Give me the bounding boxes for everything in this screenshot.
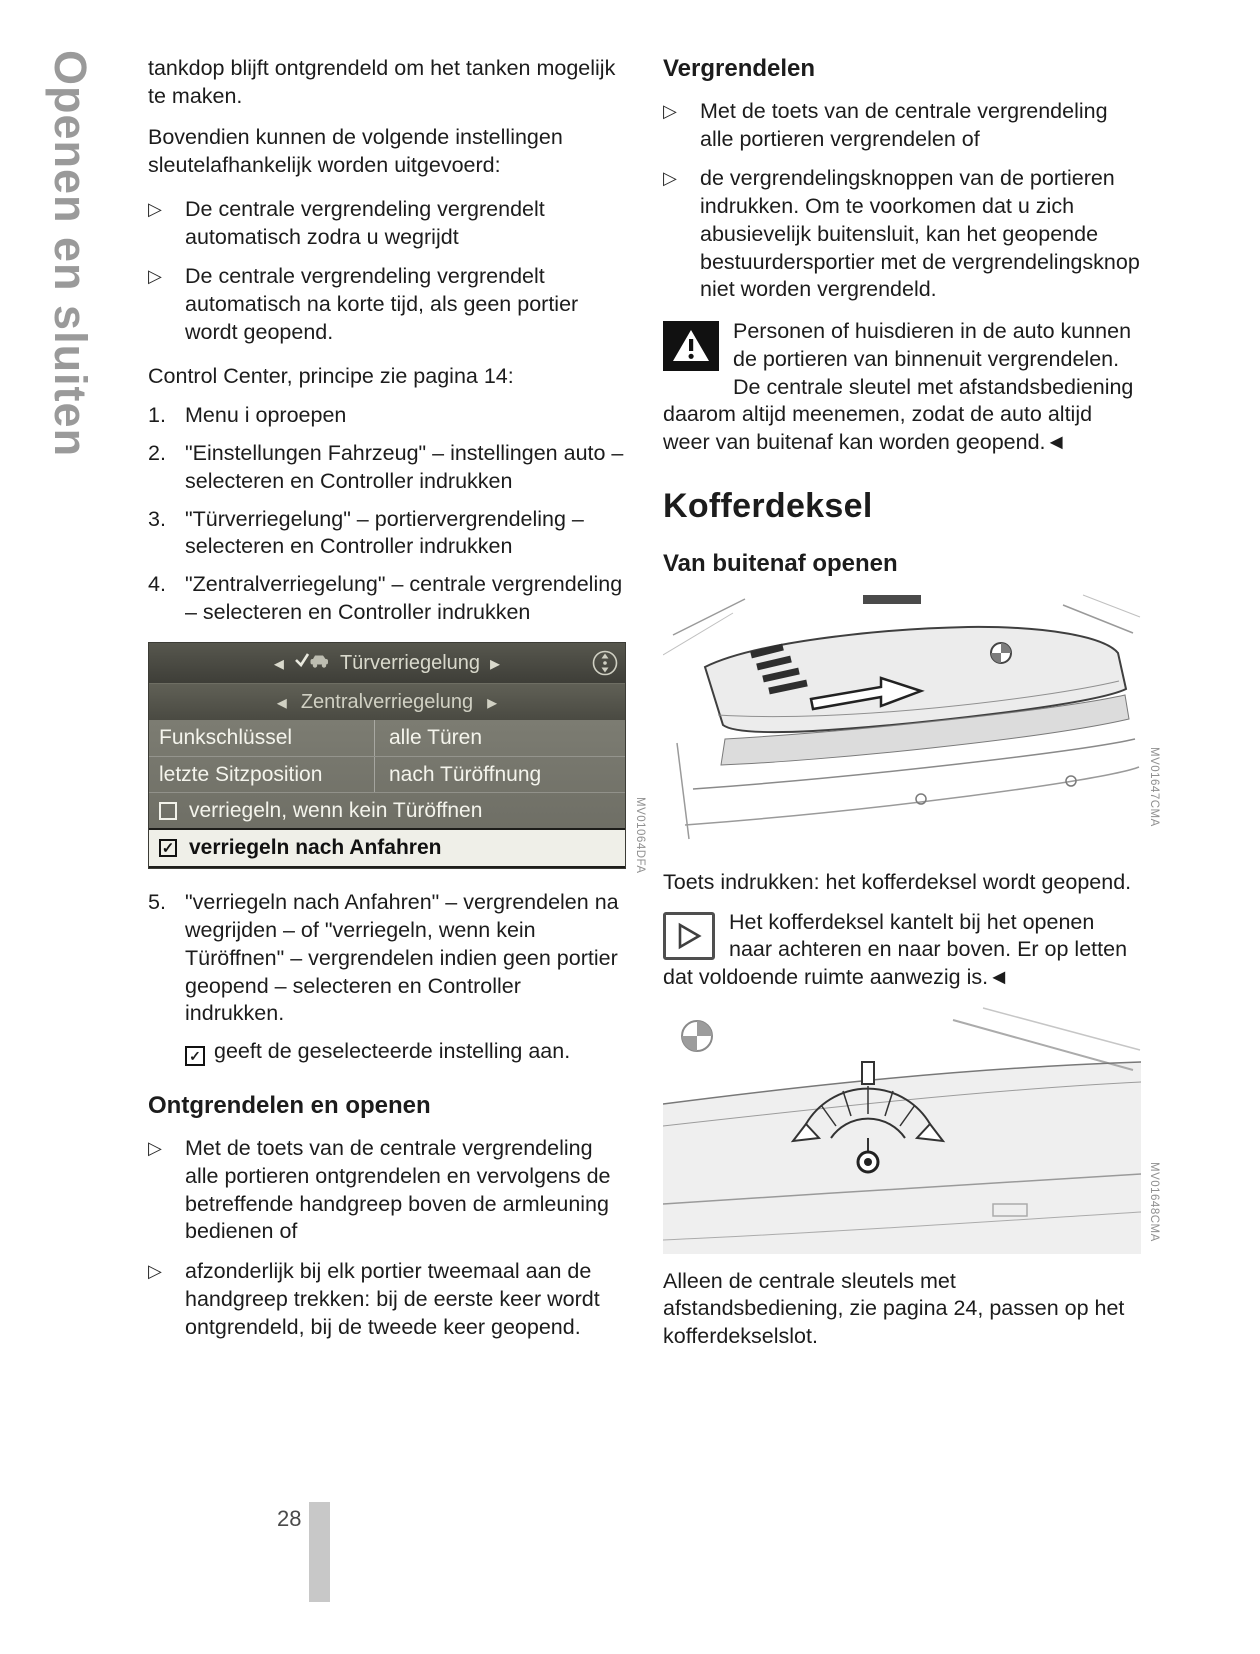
- warning-text: Personen of huisdieren in de auto kunnen de portieren van binnenuit vergrendelen. De centrale sleutel met afstandsbediening daarom altijd meenemen, zodat de auto altijd weer van buitenaf kan worden geopend.◄: [663, 319, 1134, 455]
- right-column: [663, 55, 1160, 1351]
- figure-code: MV01647CMA: [1148, 747, 1160, 827]
- checkbox-note-text: geeft de geselecteerde instelling aan.: [214, 1039, 571, 1064]
- checkbox-checked-icon: ✓: [185, 1046, 205, 1066]
- idrive-subnav-bar: [149, 683, 625, 720]
- step-number: 4.: [148, 572, 166, 597]
- trunk-open-figure: [663, 593, 1160, 855]
- step-item: [148, 571, 626, 626]
- trunk-lock-figure: [663, 1006, 1160, 1254]
- left-column: [148, 55, 646, 1341]
- list-item: [148, 1135, 626, 1246]
- note-triangle-icon: [663, 912, 715, 960]
- trunk-open-illustration: [663, 593, 1141, 855]
- step-number: 5.: [148, 890, 166, 915]
- checkbox-note: [185, 1038, 626, 1066]
- step-item: [148, 889, 626, 1028]
- paragraph: tankdop blijft ontgrendeld om het tanken mogelijk te maken.: [148, 56, 616, 108]
- section-heading: Ontgrendelen en openen: [148, 1092, 431, 1120]
- list-item: [148, 1258, 626, 1341]
- idrive-cell: nach Türöffnung: [374, 757, 615, 792]
- note-block: [663, 909, 1141, 992]
- checkbox-checked-icon: ✓: [159, 839, 177, 857]
- checkbox-unchecked-icon: [159, 802, 177, 820]
- step-item: [148, 440, 626, 495]
- idrive-screenshot-figure: [148, 642, 646, 874]
- check-car-icon: [294, 651, 330, 675]
- paragraph: Bovendien kunnen de volgende instellingen sleutelafhankelijk worden uitgevoerd:: [148, 125, 563, 178]
- step-text: "Türverriegelung" – portiervergrendeling – selecteren en Controller indrukken: [185, 506, 584, 559]
- list-item-text: De centrale vergrendeling vergrendelt automatisch na korte tijd, als geen portier wordt geopend.: [185, 264, 579, 344]
- section-heading: Vergrendelen: [663, 55, 816, 82]
- idrive-nav-bar: [149, 643, 625, 683]
- list-item-text: de vergrendelingsknoppen van de portieren indrukken. Om te voorkomen dat u zich abusievelijk buitensluit, kan het geopende bestuurdersportier met de vergrendelingsknop niet worden vergrendeld.: [700, 166, 1140, 302]
- idrive-cell: Funkschlüssel: [159, 726, 293, 750]
- bullet-triangle-icon: ▷: [148, 1261, 162, 1282]
- step-text: "Zentralverriegelung" – centrale vergrendeling – selecteren en Controller indrukken: [185, 572, 623, 624]
- idrive-option-text: verriegeln, wenn kein Türöffnen: [189, 798, 483, 822]
- idrive-cell: letzte Sitzposition: [159, 762, 323, 786]
- idrive-subnav-title: Zentralverriegelung: [300, 690, 474, 713]
- idrive-row: [149, 756, 625, 792]
- subsection-heading: Van buitenaf openen: [663, 549, 898, 577]
- list-item-text: Met de toets van de centrale vergrendeling alle portieren ontgrendelen en vervolgens de betreffende handgreep boven de armleuning bedienen of: [185, 1136, 611, 1244]
- trunk-lock-illustration: [663, 1006, 1141, 1254]
- step-number: 1.: [148, 403, 166, 428]
- idrive-selected-row: [149, 828, 625, 868]
- nav-right-arrow-icon: ▸: [487, 691, 498, 714]
- idrive-nav-title: Türverriegelung: [339, 651, 481, 674]
- chapter-title: Openen en sluiten: [45, 50, 96, 458]
- idrive-cell: alle Türen: [374, 720, 615, 756]
- list-item: [148, 196, 626, 251]
- idrive-option-text: verriegeln nach Anfahren: [189, 836, 442, 860]
- list-item-text: afzonderlijk bij elk portier tweemaal aan de handgreep trekken: bij de eerste keer wordt ontgrendeld, bij de tweede keer geopend.: [185, 1259, 600, 1339]
- nav-left-arrow-icon: ◂: [273, 652, 284, 675]
- idrive-row: [149, 720, 625, 756]
- list-item: [663, 98, 1141, 153]
- step-number: 2.: [148, 441, 166, 466]
- page-number: 28: [277, 1506, 302, 1531]
- step-item: [148, 402, 626, 430]
- step-text: "verriegeln nach Anfahren" – vergrendelen na wegrijden – of "verriegeln, wenn kein Türöffnen" – vergrendelen indien geen portier geopend – selecteren en Controller indrukken.: [185, 890, 619, 1026]
- nav-left-arrow-icon: ◂: [276, 691, 287, 714]
- warning-block: [663, 318, 1141, 457]
- list-item: [663, 165, 1141, 304]
- idrive-screen: [148, 642, 626, 869]
- bullet-triangle-icon: ▷: [148, 266, 162, 287]
- paragraph: Toets indrukken: het kofferdeksel wordt geopend.: [663, 869, 1132, 894]
- bullet-triangle-icon: ▷: [663, 168, 677, 189]
- warning-icon: [663, 321, 719, 371]
- idrive-option-row: [149, 792, 625, 828]
- figure-code: MV01648CMA: [1148, 1161, 1160, 1242]
- step-text: "Einstellungen Fahrzeug" – instellingen auto – selecteren en Controller indrukken: [185, 441, 624, 493]
- bullet-triangle-icon: ▷: [148, 1138, 162, 1159]
- step-item: [148, 506, 626, 561]
- list-item-text: De centrale vergrendeling vergrendelt automatisch zodra u wegrijdt: [185, 196, 545, 249]
- list-item-text: Met de toets van de centrale vergrendeling alle portieren vergrendelen of: [700, 99, 1108, 151]
- page-number-bar: [309, 1502, 330, 1602]
- chapter-section-heading: Kofferdeksel: [663, 486, 873, 525]
- paragraph: Control Center, principe zie pagina 14:: [148, 363, 514, 388]
- figure-code: MV01064DFA: [634, 796, 646, 874]
- paragraph: Alleen de centrale sleutels met afstandsbediening, zie pagina 24, passen op het kofferdekselslot.: [663, 1268, 1125, 1349]
- idrive-list: [149, 720, 625, 868]
- step-text: Menu i oproepen: [185, 403, 347, 428]
- step-number: 3.: [148, 506, 166, 531]
- note-text: Het kofferdeksel kantelt bij het openen naar achteren en naar boven. Er op letten dat voldoende ruimte aanwezig is.◄: [663, 909, 1128, 990]
- bullet-triangle-icon: ▷: [663, 101, 677, 121]
- nav-right-arrow-icon: ▸: [490, 652, 501, 675]
- bullet-triangle-icon: ▷: [148, 198, 162, 219]
- list-item: [148, 263, 626, 346]
- scroll-icon: [592, 650, 618, 682]
